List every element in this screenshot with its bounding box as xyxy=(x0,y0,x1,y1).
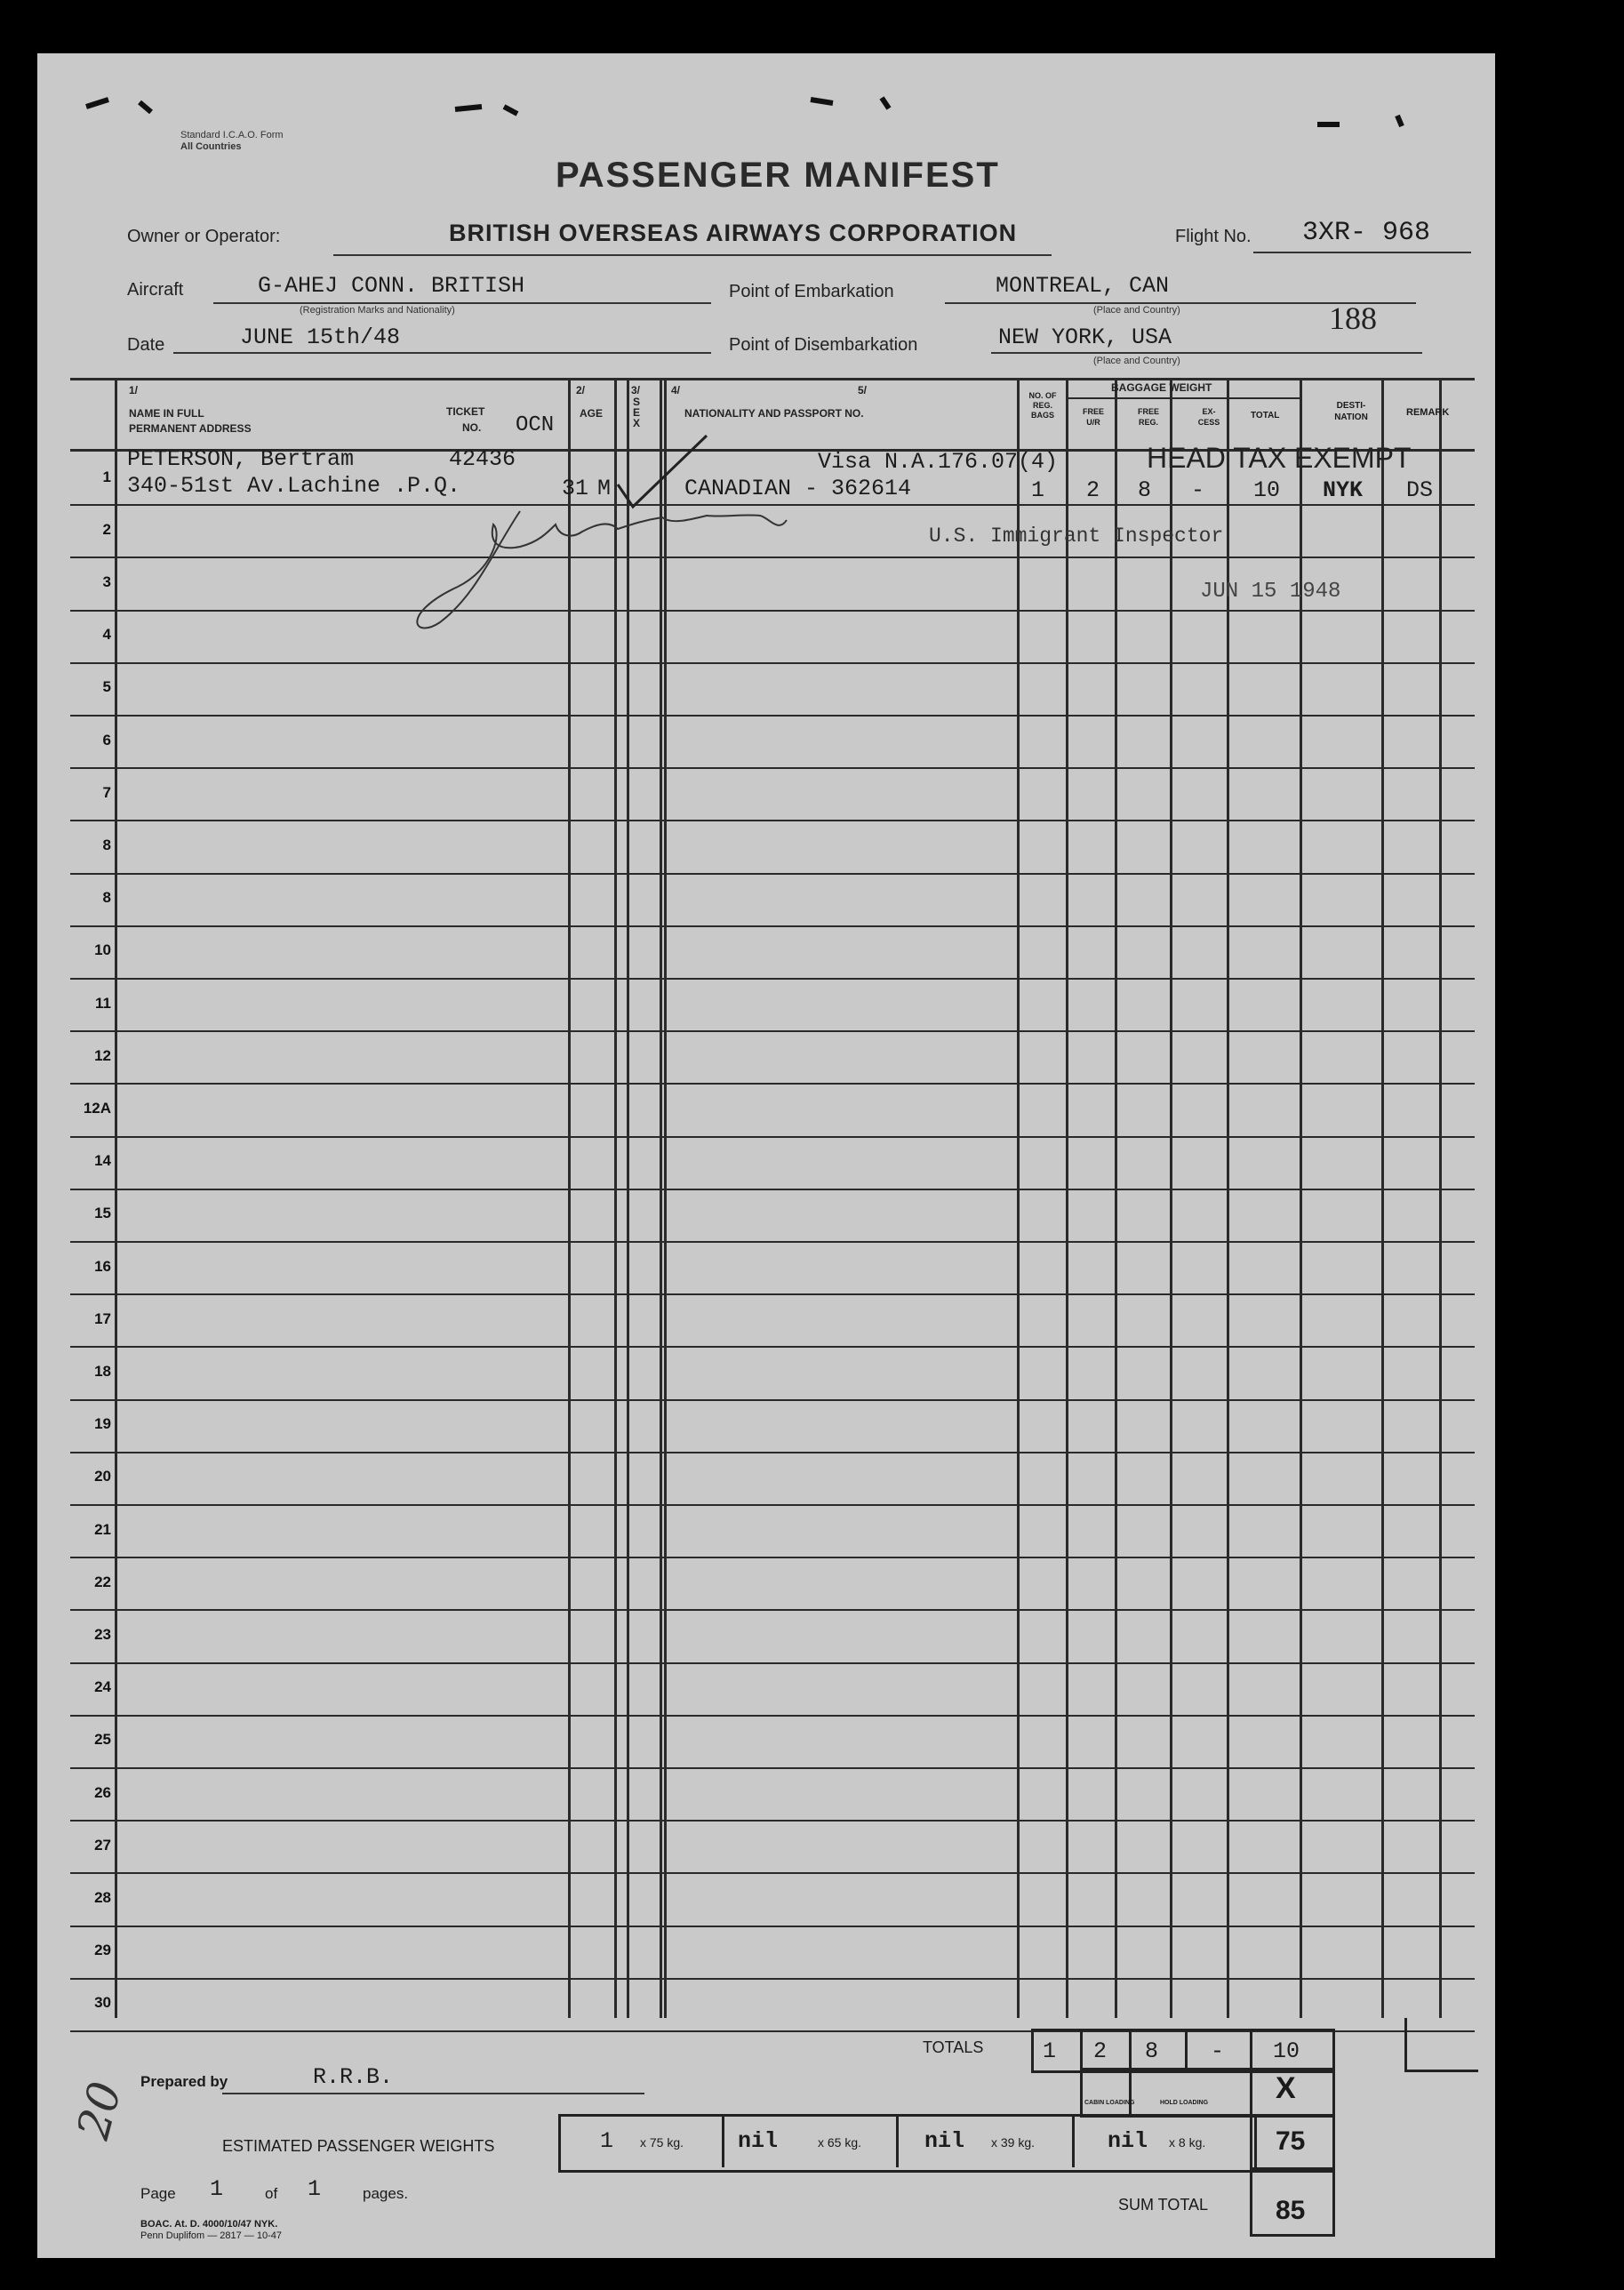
remarks-closing-box xyxy=(1404,2018,1478,2072)
col-line-remarks xyxy=(1439,378,1442,2018)
table-row-line xyxy=(70,1293,1475,1295)
weight-adult-unit: x 75 kg. xyxy=(640,2135,684,2150)
date-underline xyxy=(173,352,711,354)
passenger-free-reg: 8 xyxy=(1138,477,1152,503)
table-row-line xyxy=(70,1504,1475,1506)
row-number: 14 xyxy=(94,1152,111,1170)
row-number: 24 xyxy=(94,1678,111,1696)
row-number: 29 xyxy=(94,1942,111,1959)
table-row-line xyxy=(70,978,1475,980)
col-header-free-ur-line2: U/R xyxy=(1086,418,1100,427)
row-number: 16 xyxy=(94,1257,111,1275)
row-number: 18 xyxy=(94,1363,111,1380)
aircraft-underline xyxy=(213,302,711,304)
weight-adult-count: 1 xyxy=(600,2128,614,2154)
totals-total: 10 xyxy=(1273,2038,1300,2064)
passenger-sex: M xyxy=(597,476,612,501)
col-header-total: TOTAL xyxy=(1251,411,1280,420)
col-header-free-ur-line1: FREE xyxy=(1082,407,1104,416)
prepared-by-underline xyxy=(222,2093,644,2094)
table-row-line xyxy=(70,1820,1475,1822)
weights-divider-1 xyxy=(722,2116,724,2167)
date-value: JUNE 15th/48 xyxy=(240,324,401,350)
col-header-nationality: NATIONALITY AND PASSPORT NO. xyxy=(684,407,864,420)
col-header-free-reg-line1: FREE xyxy=(1137,407,1159,416)
row-number: 1 xyxy=(102,468,111,485)
table-row-line xyxy=(70,1346,1475,1348)
sum-total-value: 85 xyxy=(1276,2196,1306,2225)
weights-divider-2 xyxy=(896,2116,899,2167)
row-number: 12A xyxy=(83,1100,111,1117)
aircraft-sublabel: (Registration Marks and Nationality) xyxy=(300,305,455,316)
weights-divider-3 xyxy=(1072,2116,1075,2167)
col-header-bags-line2: REG. xyxy=(1032,401,1052,410)
owner-value: BRITISH OVERSEAS AIRWAYS CORPORATION xyxy=(449,220,1018,246)
row-number: 3 xyxy=(102,573,111,590)
col-header-address: PERMANENT ADDRESS xyxy=(129,422,252,435)
table-row-line xyxy=(70,1926,1475,1927)
page-label: Page xyxy=(140,2185,176,2202)
x-mark: X xyxy=(1276,2071,1296,2105)
weight-39-unit: x 39 kg. xyxy=(991,2135,1036,2150)
disembarkation-underline xyxy=(991,352,1422,354)
page-title: PASSENGER MANIFEST xyxy=(556,156,1000,195)
weight-8-count: nil xyxy=(1108,2128,1148,2154)
passenger-ticket: 42436 xyxy=(449,446,516,472)
col-header-remarks: REMARK xyxy=(1406,407,1450,418)
disembarkation-sublabel: (Place and Country) xyxy=(1093,356,1180,366)
row-number: 10 xyxy=(94,941,111,959)
row-number: 8 xyxy=(102,837,111,853)
col-header-bags-line3: BAGS xyxy=(1030,411,1054,420)
passenger-visa: Visa N.A.176.07(4) xyxy=(818,449,1059,475)
row-number: 2 xyxy=(102,520,111,538)
col-header-bags xyxy=(1021,391,1064,420)
table-row-line xyxy=(70,1767,1475,1769)
cabin-loading-box xyxy=(1080,2068,1135,2118)
col-line-1 xyxy=(115,378,117,2018)
table-row-line xyxy=(70,1399,1475,1401)
scan-specks xyxy=(37,53,1495,142)
table-row-line xyxy=(70,1978,1475,1980)
margin-handwritten-note: 20 xyxy=(67,2076,132,2145)
col-header-destination xyxy=(1326,400,1376,423)
weight-39-count: nil xyxy=(924,2128,965,2154)
table-row-line xyxy=(70,1030,1475,1032)
table-row-line xyxy=(70,873,1475,875)
embarkation-value: MONTREAL, CAN xyxy=(996,273,1170,299)
sum-total-label: SUM TOTAL xyxy=(1118,2196,1209,2214)
row-number: 26 xyxy=(94,1783,111,1801)
weight-65-unit: x 65 kg. xyxy=(818,2135,862,2150)
col-line-free-reg xyxy=(1170,378,1172,2018)
col-line-nationality xyxy=(1017,378,1020,2018)
table-row-line xyxy=(70,1189,1475,1190)
table-row-line xyxy=(70,1609,1475,1611)
owner-label: Owner or Operator: xyxy=(127,227,281,246)
col-header-baggage-weight: BAGGAGE WEIGHT xyxy=(1111,381,1212,394)
disembarkation-label: Point of Disembarkation xyxy=(729,335,918,355)
col-header-excess-line2: CESS xyxy=(1197,418,1220,427)
passenger-total: 10 xyxy=(1253,477,1281,503)
table-top-border xyxy=(70,378,1475,380)
row-number: 27 xyxy=(94,1836,111,1854)
passenger-bags: 1 xyxy=(1031,477,1045,503)
col-header-destination-line1: DESTI- xyxy=(1336,401,1366,411)
passenger-address: 340-51st Av.Lachine .P.Q. xyxy=(127,473,461,499)
immigration-stamp: U.S. Immigrant Inspector xyxy=(929,524,1224,548)
totals-label: TOTALS xyxy=(923,2038,984,2056)
signature-scribble xyxy=(404,498,813,640)
row-number: 25 xyxy=(94,1731,111,1749)
form-code-2: Penn Duplifom — 2817 — 10-47 xyxy=(140,2230,282,2241)
passenger-remarks: DS xyxy=(1406,477,1434,503)
row-number: 23 xyxy=(94,1626,111,1643)
table-row-line xyxy=(70,1083,1475,1085)
col-header-free-ur xyxy=(1070,406,1116,428)
of-label: of xyxy=(265,2185,278,2202)
table-row-line xyxy=(70,662,1475,664)
table-row-line xyxy=(70,1452,1475,1453)
totals-free-ur: 2 xyxy=(1093,2038,1108,2064)
table-row-line xyxy=(70,767,1475,769)
row-number: 12 xyxy=(94,1046,111,1064)
row-number: 4 xyxy=(102,626,111,644)
col-header-ticket: TICKET xyxy=(446,405,485,418)
table-row-line xyxy=(70,820,1475,821)
col-header-destination-line2: NATION xyxy=(1334,412,1368,422)
hold-loading-box xyxy=(1129,2068,1252,2118)
flight-label: Flight No. xyxy=(1175,227,1252,246)
table-row-line xyxy=(70,1241,1475,1243)
of-value: 1 xyxy=(308,2176,322,2202)
col-header-2-num: 2/ xyxy=(576,384,586,396)
cabin-loading-label: CABIN LOADING xyxy=(1084,2100,1135,2106)
passenger-free-ur: 2 xyxy=(1086,477,1100,503)
embarkation-sublabel: (Place and Country) xyxy=(1093,305,1180,316)
col-header-name: NAME IN FULL xyxy=(129,407,204,420)
table-row-line xyxy=(70,1136,1475,1138)
totals-bags: 1 xyxy=(1043,2038,1057,2064)
passenger-age: 31 xyxy=(562,476,589,501)
baggage-group-line xyxy=(1066,397,1300,399)
table-row-line xyxy=(70,925,1475,927)
standard-form-label: Standard I.C.A.O. Form xyxy=(180,130,284,140)
row-number: 19 xyxy=(94,1415,111,1433)
row-number: 20 xyxy=(94,1468,111,1485)
col-line-excess xyxy=(1227,378,1229,2018)
row-number: 21 xyxy=(94,1520,111,1538)
totals-bags-box xyxy=(1031,2029,1083,2073)
hold-loading-label: HOLD LOADING xyxy=(1160,2100,1209,2106)
row-number: 17 xyxy=(94,1309,111,1327)
row-number: 5 xyxy=(102,678,111,696)
col-header-free-reg xyxy=(1125,406,1172,428)
row-number: 11 xyxy=(95,994,111,1012)
totals-excess: - xyxy=(1211,2038,1225,2064)
flight-number: 3XR- 968 xyxy=(1302,218,1431,248)
row-number: 7 xyxy=(102,783,111,801)
prepared-by-label: Prepared by xyxy=(140,2073,228,2090)
estimated-weights-label: ESTIMATED PASSENGER WEIGHTS xyxy=(222,2137,495,2155)
ticket-prefix: OCN xyxy=(516,413,555,437)
flight-underline xyxy=(1253,252,1471,253)
table-row-line xyxy=(70,715,1475,717)
form-code-1: BOAC. At. D. 4000/10/47 NYK. xyxy=(140,2219,278,2230)
passenger-name: PETERSON, Bertram xyxy=(127,446,355,472)
passenger-destination: NYK xyxy=(1323,477,1364,503)
row-number: 30 xyxy=(94,1994,111,2012)
date-label: Date xyxy=(127,335,165,355)
col-header-5-num: 5/ xyxy=(858,384,868,396)
passenger-nationality-passport: CANADIAN - 362614 xyxy=(684,476,912,501)
col-line-free-ur xyxy=(1115,378,1117,2018)
table-row-line xyxy=(70,1557,1475,1558)
weight-8-unit: x 8 kg. xyxy=(1169,2135,1206,2150)
col-header-excess xyxy=(1182,406,1236,428)
countries-label: All Countries xyxy=(180,141,242,152)
col-header-3-num: 3/ xyxy=(631,384,641,396)
row-number: 28 xyxy=(94,1889,111,1906)
col-line-total xyxy=(1300,378,1302,2018)
aircraft-label: Aircraft xyxy=(127,280,184,300)
weight-65-count: nil xyxy=(738,2128,779,2154)
table-row-line xyxy=(70,1662,1475,1664)
col-header-age: AGE xyxy=(580,407,604,420)
aircraft-value: G-AHEJ CONN. BRITISH xyxy=(258,273,525,299)
col-header-excess-line1: EX- xyxy=(1202,407,1216,416)
row-number: 6 xyxy=(102,731,111,749)
immigration-stamp-date: JUN 15 1948 xyxy=(1200,580,1341,604)
manifest-number: 188 xyxy=(1329,300,1377,336)
col-line-destination xyxy=(1381,378,1384,2018)
passenger-excess: - xyxy=(1191,477,1205,503)
col-header-ticket-no: NO. xyxy=(462,421,482,434)
totals-free-reg: 8 xyxy=(1145,2038,1159,2064)
col-header-4-num: 4/ xyxy=(671,384,681,396)
pages-label: pages. xyxy=(363,2185,409,2202)
prepared-by-value: R.R.B. xyxy=(313,2064,394,2090)
col-line-bags xyxy=(1066,378,1068,2018)
row-number: 8 xyxy=(102,889,111,907)
table-row-line xyxy=(70,1872,1475,1874)
disembarkation-value: NEW YORK, USA xyxy=(998,324,1172,350)
col-header-sex: SEX xyxy=(633,396,641,429)
col-header-bags-line1: NO. OF xyxy=(1028,391,1057,400)
col-header-1-num: 1/ xyxy=(129,384,139,396)
table-row-line xyxy=(70,1715,1475,1717)
embarkation-label: Point of Embarkation xyxy=(729,282,894,301)
owner-underline xyxy=(333,254,1052,256)
head-tax-stamp: HEAD TAX EXEMPT xyxy=(1147,442,1412,474)
row-number: 15 xyxy=(94,1205,111,1222)
weight-total: 75 xyxy=(1276,2126,1306,2156)
row-number: 22 xyxy=(94,1573,111,1590)
page-value: 1 xyxy=(210,2176,224,2202)
col-header-free-reg-line2: REG. xyxy=(1138,418,1158,427)
